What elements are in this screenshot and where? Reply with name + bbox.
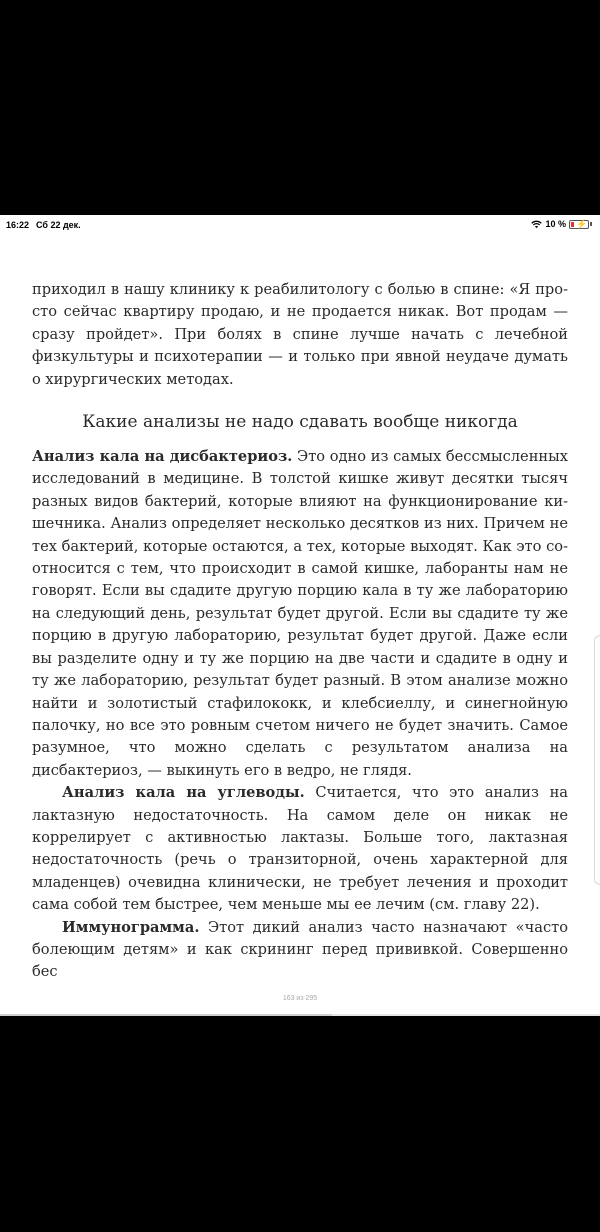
reading-progress-fill <box>0 1014 332 1016</box>
side-scroll-handle[interactable] <box>594 635 600 885</box>
status-date: Сб 22 дек. <box>36 220 81 230</box>
paragraph-dysbacteriosis <box>32 446 568 782</box>
book-page-text <box>32 279 568 984</box>
paragraph-body: Считается, что это анализ на лактазную недостаточность. На самом деле он никак не коррелирует с активностью лактазы. Больше того, лактазная недостаточность (речь о транзиторной, очень характерной для младенцев) очевидна клинически, не требует лечения и проходит сама собой тем быстрее, чем меньше мы ее лечим (см. главу 22). <box>32 784 568 914</box>
status-right <box>531 219 592 229</box>
page-indicator: 163 из 295 <box>282 995 318 1002</box>
status-bar <box>0 215 600 233</box>
paragraph-body: Этот дикий анализ часто назначают «часто болеющим детям» и как скрининг перед прививкой. Совершенно бес <box>32 918 568 981</box>
paragraph-carbohydrates <box>32 782 568 916</box>
wifi-icon <box>531 220 542 229</box>
battery-tip <box>590 222 592 226</box>
term-dysbacteriosis: Анализ кала на дисбактериоз. <box>32 448 293 466</box>
term-immunogram: Иммунограмма. <box>62 918 200 936</box>
term-carbohydrates: Анализ кала на углеводы. <box>62 784 305 802</box>
battery-percent: 10 % <box>545 219 566 229</box>
section-heading: Какие анализы не надо сдавать вообще никогда <box>82 412 518 433</box>
intro-paragraph: приходил в нашу клинику к реабилитологу с болью в спине: «Я просто сейчас квартиру продаю, и не продается никак. Вот продам — сразу пройдет». При болях в спине лучше начать с лечебной физкультуры и психотерапии — и только при явной неудаче думать о хирургических методах. <box>32 281 568 388</box>
reading-progress-bar[interactable] <box>0 1014 600 1016</box>
paragraph-body: Это одно из самых бессмысленных исследований в медицине. В толстой кишке живут десятки тысяч разных видов бактерий, которые влияют на функционирование кишечника. Анализ определяет несколько десятков из них. Причем не тех бактерий, которые остаются, а тех, которые выходят. Как это соотносится с тем, что происходит в самой кишке, лаборанты нам не говорят. Если вы сдадите другую порцию кала в ту же лабораторию на следующий день, результат будет другой. Если вы сдадите ту же порцию в другую лабораторию, результат будет другой. Даже если вы разделите одну и ту же порцию на две части и сдадите в одну и ту же лабораторию, результат будет разный. В этом анализе можно найти и золотистый стафилококк, и клебсиеллу, и синегнойную палочку, но все это ровным счетом ничего не будет значить. Самое разумное, что можно сделать с результатом анализа на дисбактериоз, — выкинуть его в ведро, не глядя. <box>32 448 568 779</box>
status-time: 16:22 <box>6 220 30 230</box>
reader-screen <box>0 215 600 1016</box>
battery-charging-icon: ⚡ <box>569 220 589 229</box>
paragraph-immunogram <box>32 917 568 984</box>
